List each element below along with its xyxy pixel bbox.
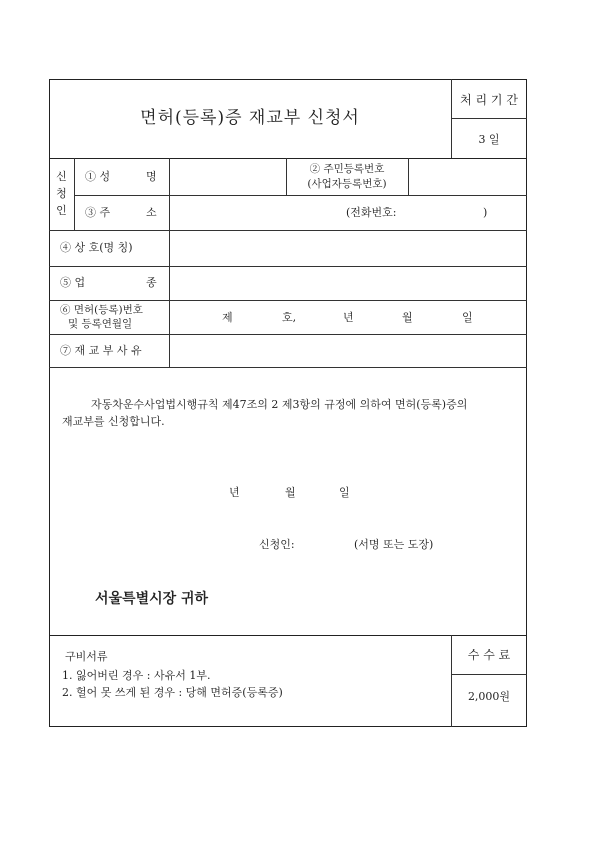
header-right-divider (451, 118, 527, 119)
address-label-end: 소 (146, 206, 157, 219)
fee-divider (451, 674, 527, 675)
license-label-line2: 및 등록연월일 (68, 318, 133, 330)
license-value-part-4: 월 (402, 311, 413, 324)
license-value-part-1: 제 (222, 311, 233, 324)
date-day: 일 (339, 486, 350, 499)
applicant-label-char-1: 신 (56, 170, 67, 183)
processing-period-label: 처 리 기 간 (460, 93, 518, 107)
phone-label: (전화번호: (346, 206, 397, 219)
row-line-1 (74, 195, 527, 196)
name-label-end: 명 (146, 170, 157, 183)
footer-top-line (49, 635, 527, 636)
rrn-label-line2: (사업자등록번호) (307, 178, 387, 190)
row-line-6 (49, 367, 527, 368)
form-title: 면허(등록)증 재교부 신청서 (140, 108, 360, 128)
license-value-part-3: 년 (343, 311, 354, 324)
header-bottom-line (49, 158, 527, 159)
phone-close: ) (483, 206, 488, 219)
row-line-2 (49, 230, 527, 231)
reason-label: ⑦ 재 교 부 사 유 (60, 344, 142, 357)
addressee: 서울특별시장 귀하 (95, 591, 209, 607)
fee-label: 수 수 료 (467, 648, 511, 662)
applicant-label-char-3: 인 (56, 204, 67, 217)
row-line-3 (49, 266, 527, 267)
applicant-column-divider (74, 158, 75, 230)
rrn-right-divider (408, 158, 409, 195)
label-column-divider (169, 158, 170, 367)
fee-value: 2,000원 (467, 690, 511, 703)
sign-note: (서명 또는 도장) (354, 538, 434, 551)
business-type-label-end: 종 (146, 276, 157, 289)
applicant-label-char-2: 청 (56, 187, 67, 200)
required-docs-title: 구비서류 (65, 650, 108, 663)
required-doc-2: 2. 헐어 못 쓰게 된 경우 : 당해 면허증(등록증) (62, 686, 283, 699)
rrn-label-line1: ② 주민등록번호 (309, 163, 385, 175)
business-type-label: ⑤ 업 (60, 276, 86, 289)
applicant-sign-label: 신청인: (259, 538, 295, 551)
license-value-part-2: 호, (282, 311, 297, 324)
statement-line-1: 자동차운수사업법시행규칙 제47조의 2 제3항의 규정에 의하여 면허(등록)증의 (91, 398, 468, 411)
address-label: ③ 주 (85, 206, 111, 219)
trade-name-label: ④ 상 호(명 칭) (60, 241, 133, 254)
license-value-part-5: 일 (462, 311, 473, 324)
row-line-5 (49, 334, 527, 335)
license-label-line1: ⑥ 면허(등록)번호 (60, 304, 143, 316)
date-month: 월 (285, 486, 296, 499)
processing-period-value: 3 일 (478, 133, 500, 146)
name-label: ① 성 (85, 170, 111, 183)
row-line-4 (49, 300, 527, 301)
required-doc-1: 1. 잃어버린 경우 : 사유서 1부. (62, 669, 211, 682)
statement-line-2: 재교부를 신청합니다. (62, 415, 165, 428)
date-year: 년 (229, 486, 240, 499)
